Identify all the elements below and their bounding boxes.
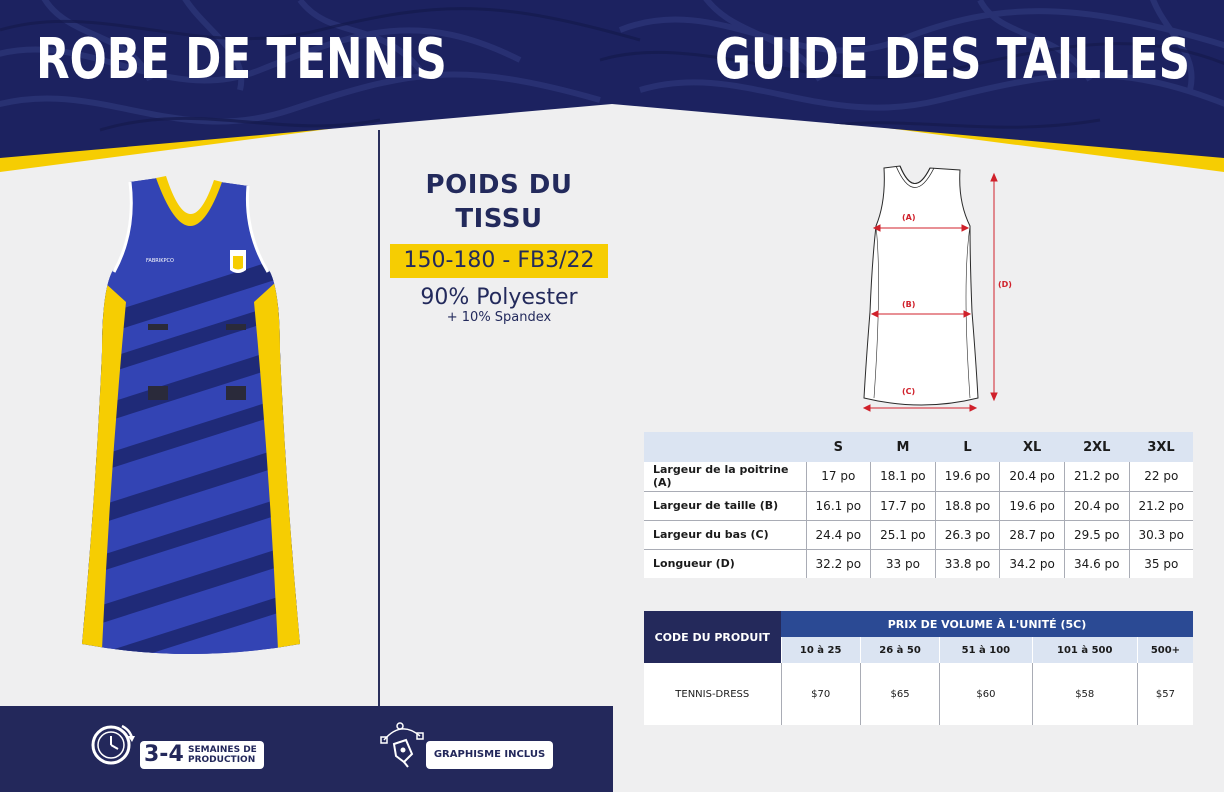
size-cell: 33 po: [871, 549, 936, 578]
table-row: [644, 549, 1193, 578]
size-cell: 25.1 po: [871, 520, 936, 549]
fabric-material: 90% Polyester: [420, 285, 578, 310]
production-weeks: 3-4: [144, 742, 184, 767]
table-row: [644, 491, 1193, 520]
size-cell: 19.6 po: [935, 462, 1000, 491]
fabric-material-sub: + 10% Spandex: [446, 310, 552, 325]
fabric-weight-badge: 150-180 - FB3/22: [390, 244, 608, 278]
price-cell: $70: [781, 663, 860, 725]
quantity-header: 101 à 500: [1032, 637, 1137, 663]
vertical-divider: [378, 130, 380, 708]
graphics-included-badge: GRAPHISME INCLUS: [426, 741, 553, 769]
dress-illustration: [80, 172, 300, 662]
size-header: XL: [1000, 432, 1065, 462]
measurement-diagram: [852, 162, 1022, 416]
svg-text:(D): (D): [998, 280, 1012, 289]
fabric-weight-block: [390, 168, 608, 326]
size-guide-title: GUIDE DES TAILLES: [714, 27, 1190, 92]
clock-icon: [86, 718, 136, 768]
size-header: 3XL: [1129, 432, 1193, 462]
quantity-header: 500+: [1137, 637, 1193, 663]
size-cell: 19.6 po: [1000, 491, 1065, 520]
price-cell: $65: [860, 663, 939, 725]
size-cell: 26.3 po: [935, 520, 1000, 549]
page-title: ROBE DE TENNIS: [36, 27, 447, 92]
svg-text:(B): (B): [902, 300, 916, 309]
quantity-header: 51 à 100: [940, 637, 1032, 663]
price-cell: $57: [1137, 663, 1193, 725]
size-cell: 32.2 po: [806, 549, 871, 578]
fabric-weight-title: POIDS DU TISSU: [425, 170, 573, 234]
size-cell: 22 po: [1129, 462, 1193, 491]
volume-price-table: [644, 611, 1193, 725]
table-row: [644, 663, 1193, 725]
size-header: S: [806, 432, 871, 462]
size-cell: 34.2 po: [1000, 549, 1065, 578]
size-cell: 24.4 po: [806, 520, 871, 549]
size-header: L: [935, 432, 1000, 462]
size-chart-table: [644, 432, 1193, 578]
price-cell: $60: [940, 663, 1032, 725]
production-label-line1: SEMAINES DE: [188, 745, 257, 755]
size-cell: 21.2 po: [1129, 491, 1193, 520]
size-cell: 17.7 po: [871, 491, 936, 520]
size-header: M: [871, 432, 936, 462]
svg-text:(A): (A): [902, 213, 916, 222]
price-cell: $58: [1032, 663, 1137, 725]
svg-text:(C): (C): [902, 387, 916, 396]
svg-text:FABRIKPCO: FABRIKPCO: [146, 258, 174, 264]
volume-price-header: PRIX DE VOLUME À L'UNITÉ (5C): [781, 611, 1193, 637]
production-time-badge: [140, 741, 264, 769]
production-label-line2: PRODUCTION: [188, 755, 256, 765]
size-cell: 34.6 po: [1064, 549, 1129, 578]
row-label: Largeur du bas (C): [644, 520, 806, 549]
pen-tool-icon: [376, 718, 426, 768]
size-cell: 16.1 po: [806, 491, 871, 520]
size-cell: 33.8 po: [935, 549, 1000, 578]
row-label: Largeur de la poitrine (A): [644, 462, 806, 491]
size-cell: 28.7 po: [1000, 520, 1065, 549]
table-row: [644, 520, 1193, 549]
size-cell: 18.1 po: [871, 462, 936, 491]
size-header: 2XL: [1064, 432, 1129, 462]
size-cell: 20.4 po: [1064, 491, 1129, 520]
size-cell: 29.5 po: [1064, 520, 1129, 549]
product-code: TENNIS-DRESS: [644, 663, 781, 725]
product-code-header: CODE DU PRODUIT: [644, 611, 781, 663]
size-cell: 18.8 po: [935, 491, 1000, 520]
size-cell: 30.3 po: [1129, 520, 1193, 549]
row-label: Largeur de taille (B): [644, 491, 806, 520]
table-row: [644, 462, 1193, 491]
row-label: Longueur (D): [644, 549, 806, 578]
size-cell: 35 po: [1129, 549, 1193, 578]
size-cell: 17 po: [806, 462, 871, 491]
quantity-header: 10 à 25: [781, 637, 860, 663]
size-cell: 21.2 po: [1064, 462, 1129, 491]
quantity-header: 26 à 50: [860, 637, 939, 663]
size-cell: 20.4 po: [1000, 462, 1065, 491]
